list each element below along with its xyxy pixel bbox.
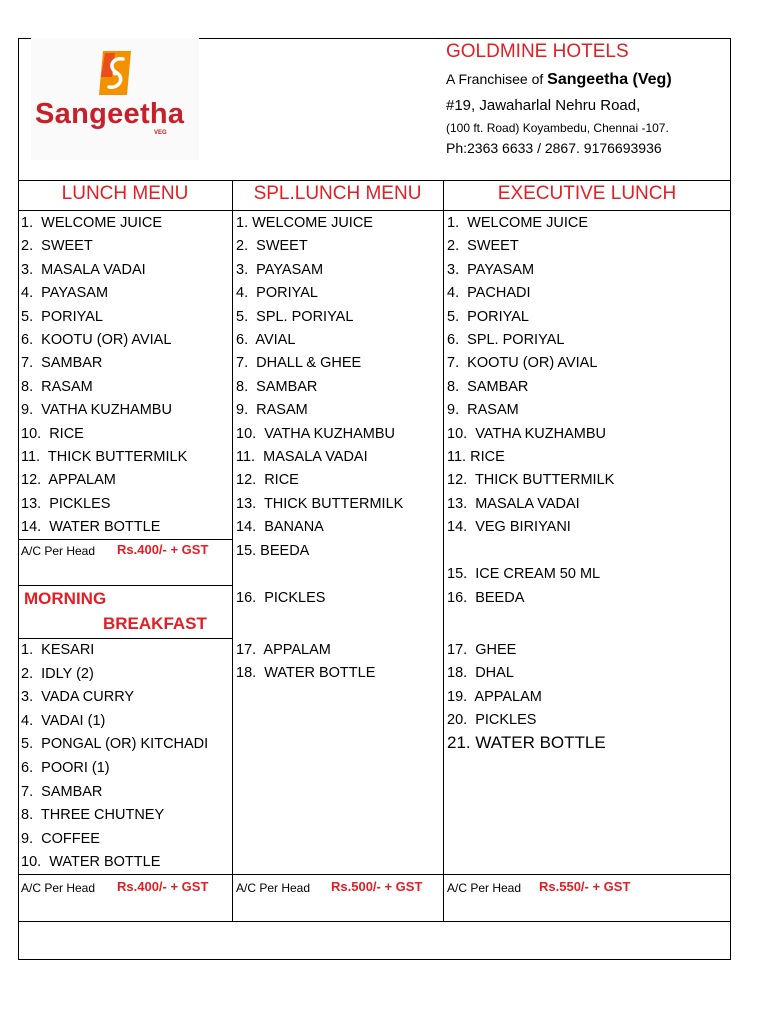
address-line-2: (100 ft. Road) Koyambedu, Chennai -107. <box>446 121 669 135</box>
menu-item: 12. APPALAM <box>21 472 116 488</box>
menu-item: 5. PORIYAL <box>21 309 103 325</box>
menu-item: 7. KOOTU (OR) AVIAL <box>447 355 598 371</box>
menu-item: 12. RICE <box>236 472 299 488</box>
menu-item: 10. VATHA KUZHAMBU <box>236 426 395 442</box>
menu-item: 8. SAMBAR <box>447 379 529 395</box>
spl-lunch-price-label: A/C Per Head <box>236 881 311 895</box>
menu-item: 4. PAYASAM <box>21 285 109 301</box>
sangeetha-logo-icon <box>93 47 137 99</box>
menu-item: 15. BEEDA <box>236 543 310 559</box>
menu-item: 9. RASAM <box>236 402 308 418</box>
menu-item: 10. RICE <box>21 426 84 442</box>
menu-item: 10. VATHA KUZHAMBU <box>447 426 606 442</box>
menu-item: 3. VADA CURRY <box>21 689 135 705</box>
menu-item: 2. IDLY (2) <box>21 666 94 682</box>
logo-brand-text: Sangeetha <box>35 98 185 130</box>
menu-item: 17. APPALAM <box>236 642 331 658</box>
breakfast-price: Rs.400/- + GST <box>117 879 209 894</box>
menu-item: 14. BANANA <box>236 519 324 535</box>
column-divider-2 <box>443 180 444 921</box>
menu-item: 13. PICKLES <box>21 496 111 512</box>
menu-item: 5. PONGAL (OR) KITCHADI <box>21 736 209 752</box>
menu-item: 9. COFFEE <box>21 831 100 847</box>
menu-item: 4. VADAI (1) <box>21 713 106 729</box>
menu-item: 2. SWEET <box>447 238 519 254</box>
breakfast-head-bottom-divider <box>18 638 232 639</box>
menu-item: 6. KOOTU (OR) AVIAL <box>21 332 172 348</box>
executive-price: Rs.550/- + GST <box>539 879 631 894</box>
menu-item: 13. MASALA VADAI <box>447 496 580 512</box>
franchise-name: Sangeetha (Veg) <box>547 71 672 88</box>
franchise-prefix: A Franchisee of <box>446 71 548 87</box>
menu-item: 11. THICK BUTTERMILK <box>21 449 188 465</box>
lunch-price-label: A/C Per Head <box>21 544 96 558</box>
menu-item: 18. WATER BOTTLE <box>236 665 376 681</box>
menu-item: 15. ICE CREAM 50 ML <box>447 566 601 582</box>
menu-item: 16. PICKLES <box>236 590 326 606</box>
menu-item: 6. AVIAL <box>236 332 296 348</box>
executive-price-label: A/C Per Head <box>447 881 522 895</box>
menu-item: 14. WATER BOTTLE <box>21 519 161 535</box>
menu-item: 5. SPL. PORIYAL <box>236 309 354 325</box>
menu-item: 5. PORIYAL <box>447 309 529 325</box>
spl-lunch-menu-title: SPL.LUNCH MENU <box>253 183 422 204</box>
menu-item: 20. PICKLES <box>447 712 537 728</box>
menu-item: 3. PAYASAM <box>236 262 324 278</box>
column-divider-1 <box>232 180 233 921</box>
menu-item: 14. VEG BIRIYANI <box>447 519 571 535</box>
menu-item: 1. KESARI <box>21 642 95 658</box>
menu-item: 18. DHAL <box>447 665 514 681</box>
menu-item: 17. GHEE <box>447 642 517 658</box>
menu-item: 4. PORIYAL <box>236 285 318 301</box>
header-divider <box>18 180 731 181</box>
lunch-menu-title: LUNCH MENU <box>61 183 189 204</box>
breakfast-head-top-divider <box>18 585 232 586</box>
executive-lunch-title: EXECUTIVE LUNCH <box>497 183 677 204</box>
menu-item: 8. THREE CHUTNEY <box>21 807 165 823</box>
menu-item: 9. RASAM <box>447 402 519 418</box>
menu-item: 2. SWEET <box>236 238 308 254</box>
menu-item: 11. MASALA VADAI <box>236 449 368 465</box>
breakfast-title-line-1: MORNING <box>24 589 107 608</box>
menu-item: 11. RICE <box>447 449 505 465</box>
price-row-bottom-divider <box>18 921 731 922</box>
menu-item: 7. SAMBAR <box>21 355 103 371</box>
menu-item: 3. MASALA VADAI <box>21 262 146 278</box>
menu-item: 16. BEEDA <box>447 590 525 606</box>
menu-item: 1. WELCOME JUICE <box>236 215 373 231</box>
breakfast-title-line-2: BREAKFAST <box>103 614 207 633</box>
price-row-top-divider <box>18 874 731 875</box>
hotel-name: GOLDMINE HOTELS <box>446 41 629 62</box>
menu-item: 10. WATER BOTTLE <box>21 854 161 870</box>
menu-item: 6. POORI (1) <box>21 760 110 776</box>
menu-item: 7. SAMBAR <box>21 784 103 800</box>
menu-item: 12. THICK BUTTERMILK <box>447 472 615 488</box>
logo-veg-text: VEG <box>154 130 167 136</box>
menu-item: 8. RASAM <box>21 379 93 395</box>
menu-item: 4. PACHADI <box>447 285 531 301</box>
menu-item: 6. SPL. PORIYAL <box>447 332 565 348</box>
franchise-line <box>446 71 672 89</box>
menu-item: 1. WELCOME JUICE <box>447 215 588 231</box>
menu-item: 19. APPALAM <box>447 689 542 705</box>
menu-item: 9. VATHA KUZHAMBU <box>21 402 172 418</box>
menu-item: 13. THICK BUTTERMILK <box>236 496 404 512</box>
lunch-price: Rs.400/- + GST <box>117 542 209 557</box>
menu-item: 1. WELCOME JUICE <box>21 215 162 231</box>
address-line-1: #19, Jawaharlal Nehru Road, <box>446 97 641 114</box>
menu-item: 3. PAYASAM <box>447 262 535 278</box>
spl-lunch-price: Rs.500/- + GST <box>331 879 423 894</box>
menu-item: 8. SAMBAR <box>236 379 318 395</box>
breakfast-price-label: A/C Per Head <box>21 881 96 895</box>
phone-line: Ph:2363 6633 / 2867. 9176693936 <box>446 140 662 156</box>
menu-item: 21. WATER BOTTLE <box>447 733 606 752</box>
column-header-divider <box>18 210 731 211</box>
menu-item: 2. SWEET <box>21 238 93 254</box>
menu-item: 7. DHALL & GHEE <box>236 355 362 371</box>
lunch-price-top-divider <box>18 539 232 540</box>
